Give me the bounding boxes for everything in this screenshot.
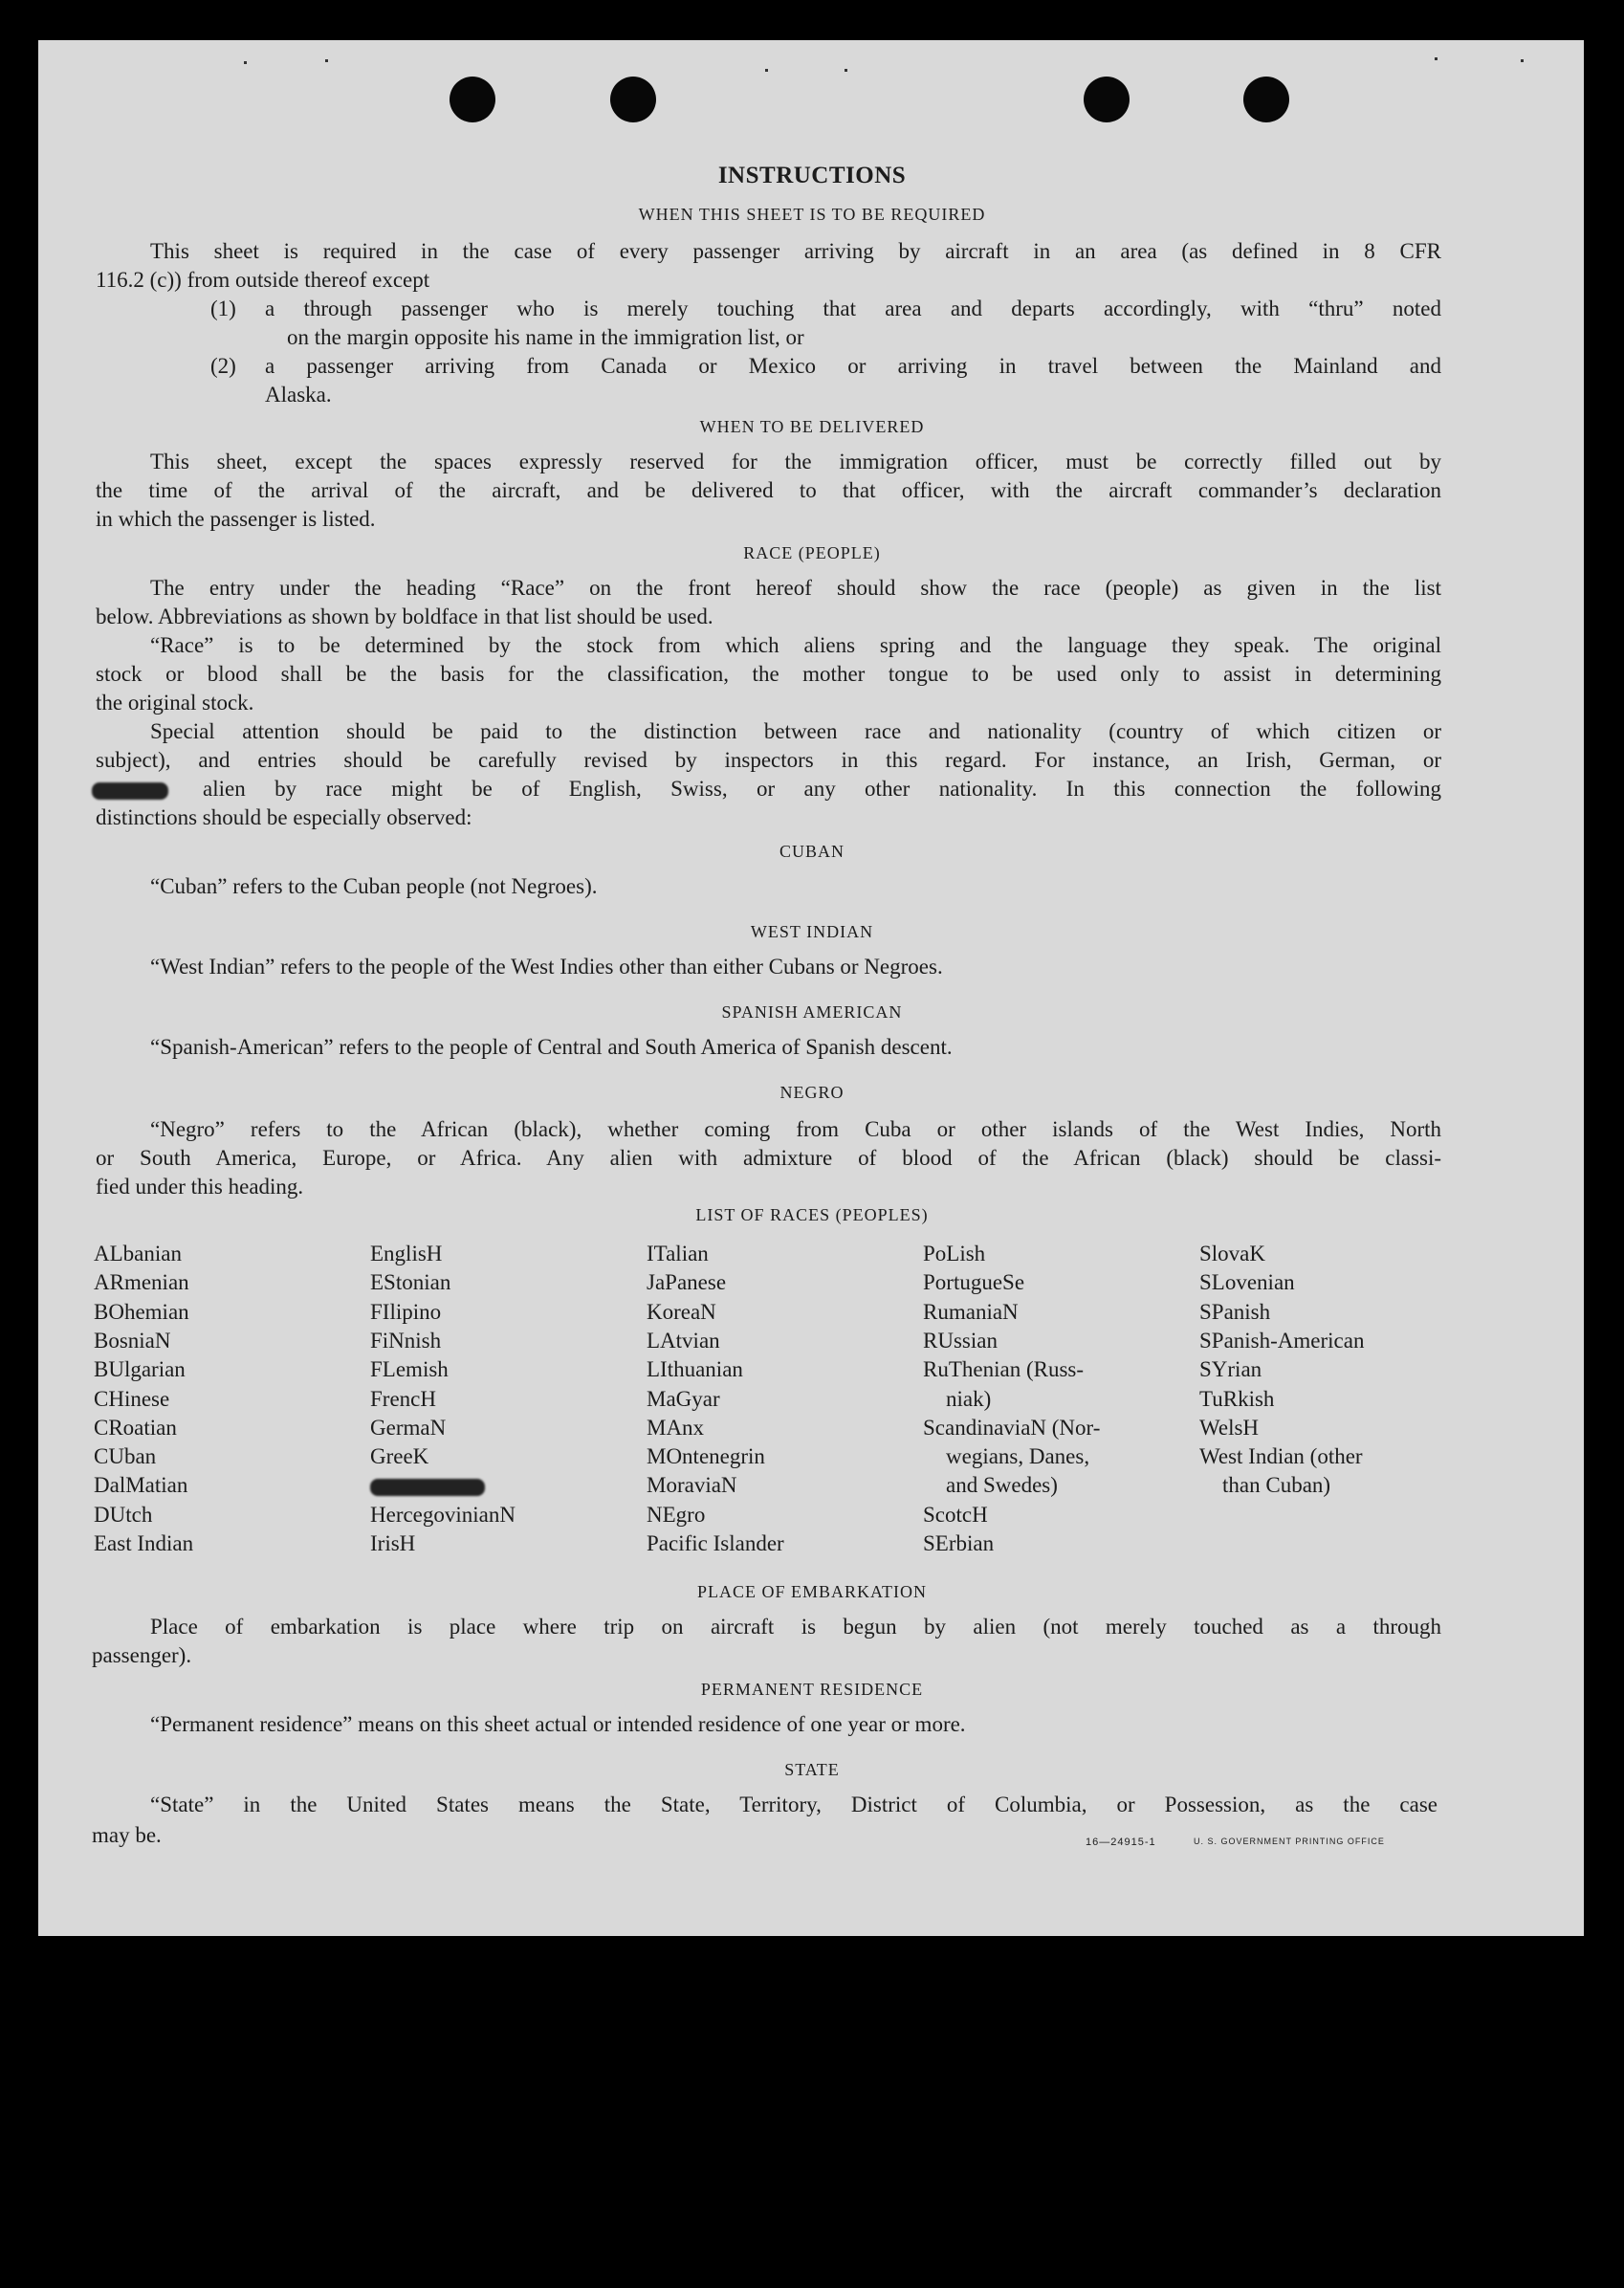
heading-race: RACE (PEOPLE) xyxy=(743,543,881,562)
list-item-text: a through passenger who is merely touching that area and departs accordingly, with “thru” noted xyxy=(265,297,1441,320)
race-list-item: RUssian xyxy=(923,1328,998,1353)
race-list-item: MaGyar xyxy=(647,1386,720,1411)
race-list-item: West Indian (other xyxy=(1199,1444,1363,1469)
list-item-number: (1) xyxy=(210,297,236,320)
paragraph-line: may be. xyxy=(92,1823,162,1847)
paragraph-line: 116.2 (c)) from outside thereof except xyxy=(96,268,430,292)
race-list-item: PortugueSe xyxy=(923,1270,1025,1295)
race-list-item: MOntenegrin xyxy=(647,1444,765,1469)
race-list-item: RuThenian (Russ- xyxy=(923,1357,1085,1382)
race-list-item: MAnx xyxy=(647,1415,705,1440)
race-list-item: FrencH xyxy=(370,1386,436,1411)
race-list-item: EStonian xyxy=(370,1270,451,1295)
paragraph-line: “Permanent residence” means on this sheet actual or intended residence of one year or more. xyxy=(150,1712,966,1736)
paragraph-line: passenger). xyxy=(92,1643,192,1667)
heading-required: WHEN THIS SHEET IS TO BE REQUIRED xyxy=(638,205,986,224)
paragraph-line: Place of embarkation is place where trip on aircraft is begun by alien (not merely touched as a through xyxy=(150,1615,1441,1639)
race-list-item: SYrian xyxy=(1199,1357,1262,1382)
race-list-item: FiNnish xyxy=(370,1328,442,1353)
paragraph-line: “Race” is to be determined by the stock from which aliens spring and the language they speak. The original xyxy=(150,633,1441,657)
race-list-item: IrisH xyxy=(370,1531,416,1555)
list-item-number: (2) xyxy=(210,354,236,378)
race-list-item: BOhemian xyxy=(94,1299,189,1324)
race-list-item: SErbian xyxy=(923,1531,995,1555)
paragraph-line: in which the passenger is listed. xyxy=(96,507,376,531)
heading-cuban: CUBAN xyxy=(779,842,845,861)
race-list-item: RumaniaN xyxy=(923,1299,1019,1324)
race-list-item: niak) xyxy=(946,1386,992,1411)
list-item-text: a passenger arriving from Canada or Mexico or arriving in travel between the Mainland and xyxy=(265,354,1441,378)
race-list-item: GreeK xyxy=(370,1444,429,1469)
race-list-item: CHinese xyxy=(94,1386,170,1411)
paragraph-line: “Negro” refers to the African (black), whether coming from Cuba or other islands of the West Indies, North xyxy=(150,1117,1441,1141)
heading-embarkation: PLACE OF EMBARKATION xyxy=(696,1582,928,1601)
race-list-item: CRoatian xyxy=(94,1415,177,1440)
race-list-item: SPanish-American xyxy=(1199,1328,1365,1353)
heading-residence: PERMANENT RESIDENCE xyxy=(700,1680,924,1699)
race-list-item: DUtch xyxy=(94,1502,153,1527)
race-list-item: FIlipino xyxy=(370,1299,442,1324)
race-list-item: ScotcH xyxy=(923,1502,988,1527)
paragraph-line: “State” in the United States means the State, Territory, District of Columbia, or Possession, as the case xyxy=(150,1793,1437,1816)
race-list-item: than Cuban) xyxy=(1222,1473,1331,1498)
page-title: INSTRUCTIONS xyxy=(717,163,907,188)
list-item-text: on the margin opposite his name in the immigration list, or xyxy=(287,325,804,349)
race-list-item: CUban xyxy=(94,1444,157,1469)
heading-delivered: WHEN TO BE DELIVERED xyxy=(699,417,925,436)
race-list-item: GermaN xyxy=(370,1415,447,1440)
paragraph-line: “Cuban” refers to the Cuban people (not Negroes). xyxy=(150,874,598,898)
race-list-item: ITalian xyxy=(647,1242,709,1265)
paragraph-line: stock or blood shall be the basis for the classification, the mother tongue to be used only to assist in determining xyxy=(96,662,1441,686)
race-list-item: BUlgarian xyxy=(94,1357,186,1382)
race-list-item: WelsH xyxy=(1199,1415,1260,1440)
paragraph-line: The entry under the heading “Race” on the front hereof should show the race (people) as given in the list xyxy=(150,576,1441,600)
paragraph-line: subject), and entries should be carefully revised by inspectors in this regard. For instance, an Irish, German, or xyxy=(96,748,1441,772)
heading-list-of-races: LIST OF RACES (PEOPLES) xyxy=(695,1205,929,1224)
race-list-item: ScandinaviaN (Nor- xyxy=(923,1415,1101,1440)
race-list-item: ALbanian xyxy=(94,1242,182,1265)
printer-imprint: U. S. GOVERNMENT PRINTING OFFICE xyxy=(1194,1837,1385,1846)
paragraph-line: distinctions should be especially observed: xyxy=(96,805,472,829)
race-list-item: and Swedes) xyxy=(946,1473,1058,1498)
race-list-item: DalMatian xyxy=(94,1473,188,1498)
race-list-item: PoLish xyxy=(923,1242,986,1265)
race-list-item: East Indian xyxy=(94,1531,194,1555)
paragraph-line: the original stock. xyxy=(96,691,254,715)
redaction-mark xyxy=(92,775,168,803)
heading-west-indian: WEST INDIAN xyxy=(750,922,874,941)
race-list-item: FLemish xyxy=(370,1357,449,1382)
race-list-item: SlovaK xyxy=(1199,1242,1265,1265)
paragraph-line: “West Indian” refers to the people of the West Indies other than either Cubans or Negroes. xyxy=(150,955,943,979)
paragraph-line: or South America, Europe, or Africa. Any alien with admixture of blood of the African (black) should be classi- xyxy=(96,1146,1441,1170)
paragraph-line: fied under this heading. xyxy=(96,1175,304,1199)
race-list-item: wegians, Danes, xyxy=(946,1444,1090,1469)
paragraph-line: This sheet is required in the case of every passenger arriving by aircraft in an area (as defined in 8 CFR xyxy=(150,239,1441,263)
redaction-mark xyxy=(370,1479,485,1496)
race-list-item: ARmenian xyxy=(94,1270,189,1295)
race-list-item: TuRkish xyxy=(1199,1386,1275,1411)
form-number: 16—24915-1 xyxy=(1086,1837,1156,1848)
race-list-item: BosniaN xyxy=(94,1328,171,1353)
race-list-item: MoraviaN xyxy=(647,1473,737,1498)
race-list-item: NEgro xyxy=(647,1502,706,1527)
heading-state: STATE xyxy=(784,1760,840,1779)
race-list-item: Pacific Islander xyxy=(647,1531,784,1555)
race-list-item: SLovenian xyxy=(1199,1270,1295,1295)
race-list-item: LAtvian xyxy=(647,1328,720,1353)
race-list-item: KoreaN xyxy=(647,1299,716,1324)
race-list-item: SPanish xyxy=(1199,1299,1271,1324)
paragraph-line: the time of the arrival of the aircraft, and be delivered to that officer, with the aircraft commander’s declaration xyxy=(96,478,1441,502)
paragraph-line: “Spanish-American” refers to the people of Central and South America of Spanish descent. xyxy=(150,1035,953,1059)
paragraph-line: alien by race might be of English, Swiss, or any other nationality. In this connection the following xyxy=(203,777,1441,801)
race-list-item: EnglisH xyxy=(370,1242,443,1265)
race-list-item xyxy=(370,1471,485,1500)
heading-spanish-american: SPANISH AMERICAN xyxy=(721,1002,903,1022)
heading-negro: NEGRO xyxy=(779,1083,845,1102)
race-list-item: LIthuanian xyxy=(647,1357,743,1382)
list-item-text: Alaska. xyxy=(265,383,332,407)
paragraph-line: This sheet, except the spaces expressly reserved for the immigration officer, must be correctly filled out by xyxy=(150,450,1441,473)
paragraph-line: Special attention should be paid to the distinction between race and nationality (country of which citizen or xyxy=(150,719,1441,743)
paragraph-line: below. Abbreviations as shown by boldface in that list should be used. xyxy=(96,605,713,628)
race-list-item: HercegovinianN xyxy=(370,1502,516,1527)
race-list-item: JaPanese xyxy=(647,1270,727,1295)
